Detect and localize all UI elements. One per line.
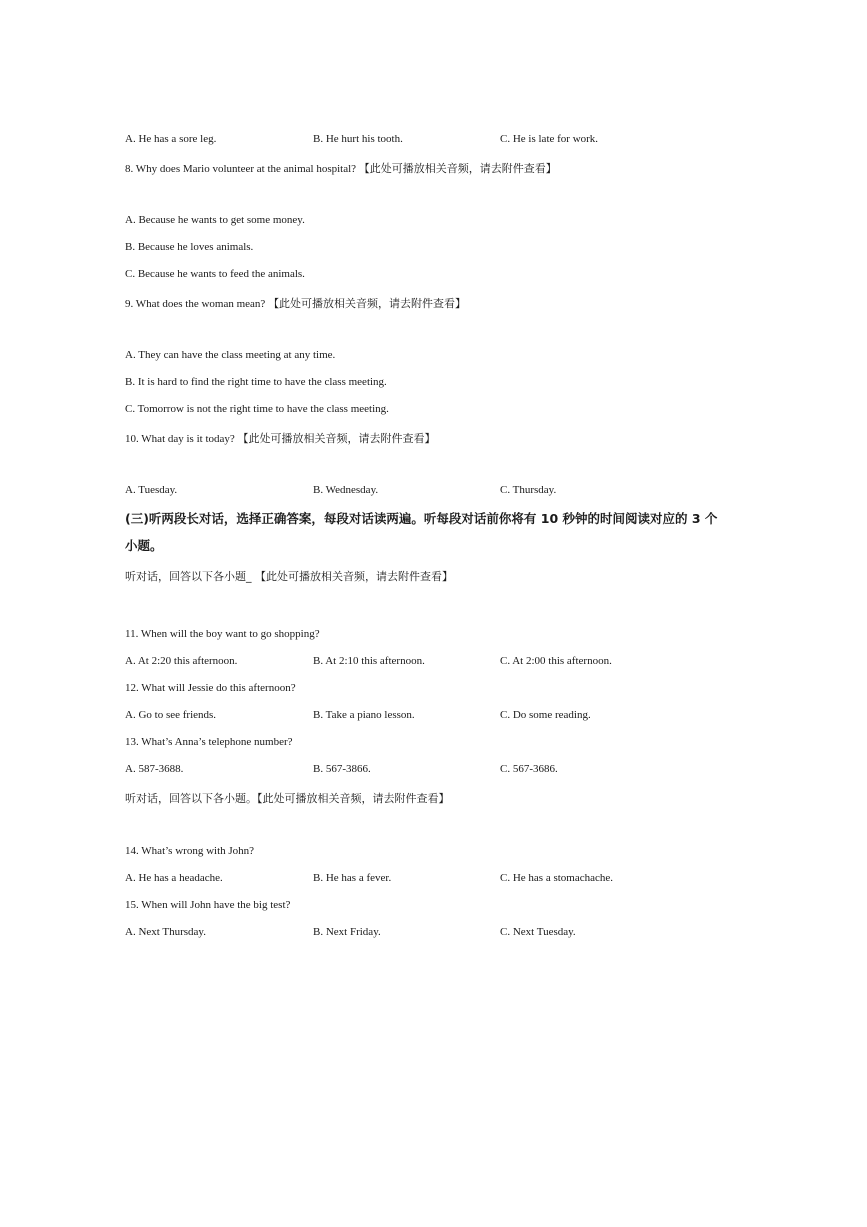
q8-option-b: B. Because he loves animals.: [125, 241, 254, 253]
dialog-1-separator: _: [246, 570, 252, 583]
q14-option-c: C. He has a stomachache.: [500, 872, 614, 884]
q14-option-a: A. He has a headache.: [125, 872, 223, 884]
q13-option-a: A. 587-3688.: [125, 763, 184, 775]
q11-question: 11. When will the boy want to go shopping?: [125, 628, 320, 640]
q9-question: [125, 295, 466, 311]
q12-question: 12. What will Jessie do this afternoon?: [125, 682, 296, 694]
q15-option-a: A. Next Thursday.: [125, 926, 206, 938]
q10-option-a: A. Tuesday.: [125, 484, 178, 496]
q12-option-b: B. Take a piano lesson.: [313, 709, 415, 721]
q8-question-text: 8. Why does Mario volunteer at the animal hospital?: [125, 163, 357, 175]
q10-option-b: B. Wednesday.: [313, 484, 379, 496]
dialog-1-audio-note: 【此处可播放相关音频，请去附件查看】: [255, 570, 453, 583]
q8-audio-note: 【此处可播放相关音频，请去附件查看】: [358, 162, 557, 175]
q8-question: [125, 160, 557, 176]
q15-question: 15. When will John have the big test?: [125, 899, 291, 911]
dialog-1-intro-text: 听对话，回答以下各小题: [125, 570, 246, 583]
dialog-1-intro: [125, 568, 453, 584]
dialog-2-intro: [125, 790, 450, 806]
q12-option-a: A. Go to see friends.: [125, 709, 217, 721]
q10-audio-note: 【此处可播放相关音频，请去附件查看】: [237, 432, 436, 445]
q13-option-c: C. 567-3686.: [500, 763, 558, 775]
q8-option-c: C. Because he wants to feed the animals.: [125, 268, 305, 280]
q10-question: [125, 430, 436, 446]
q14-question: 14. What’s wrong with John?: [125, 845, 255, 857]
q11-option-a: A. At 2:20 this afternoon.: [125, 655, 238, 667]
q8-option-a: A. Because he wants to get some money.: [125, 214, 305, 226]
dialog-2-audio-note: 【此处可播放相关音频，请去附件查看】: [257, 792, 450, 805]
q13-question: 13. What’s Anna’s telephone number?: [125, 736, 293, 748]
dialog-2-intro-text: 听对话，回答以下各小题。: [125, 792, 257, 805]
q10-option-c: C. Thursday.: [500, 484, 557, 496]
q9-question-text: 9. What does the woman mean?: [125, 298, 266, 310]
q9-option-a: A. They can have the class meeting at any time.: [125, 349, 336, 361]
q15-option-b: B. Next Friday.: [313, 926, 381, 938]
section-3-heading: (三)听两段长对话，选择正确答案，每段对话读两遍。听每段对话前你将有 10 秒钟的时间阅读对应的 3 个小题。: [125, 511, 718, 553]
q15-option-c: C. Next Tuesday.: [500, 926, 576, 938]
q10-question-text: 10. What day is it today?: [125, 433, 235, 445]
q7-option-c: C. He is late for work.: [500, 133, 599, 145]
q7-option-a: A. He has a sore leg.: [125, 133, 217, 145]
q11-option-c: C. At 2:00 this afternoon.: [500, 655, 612, 667]
q14-option-b: B. He has a fever.: [313, 872, 392, 884]
q9-option-b: B. It is hard to find the right time to have the class meeting.: [125, 376, 387, 388]
q7-option-b: B. He hurt his tooth.: [313, 133, 403, 145]
q12-option-c: C. Do some reading.: [500, 709, 591, 721]
q9-audio-note: 【此处可播放相关音频，请去附件查看】: [268, 297, 467, 310]
q11-option-b: B. At 2:10 this afternoon.: [313, 655, 425, 667]
q13-option-b: B. 567-3866.: [313, 763, 371, 775]
q9-option-c: C. Tomorrow is not the right time to have the class meeting.: [125, 403, 389, 415]
